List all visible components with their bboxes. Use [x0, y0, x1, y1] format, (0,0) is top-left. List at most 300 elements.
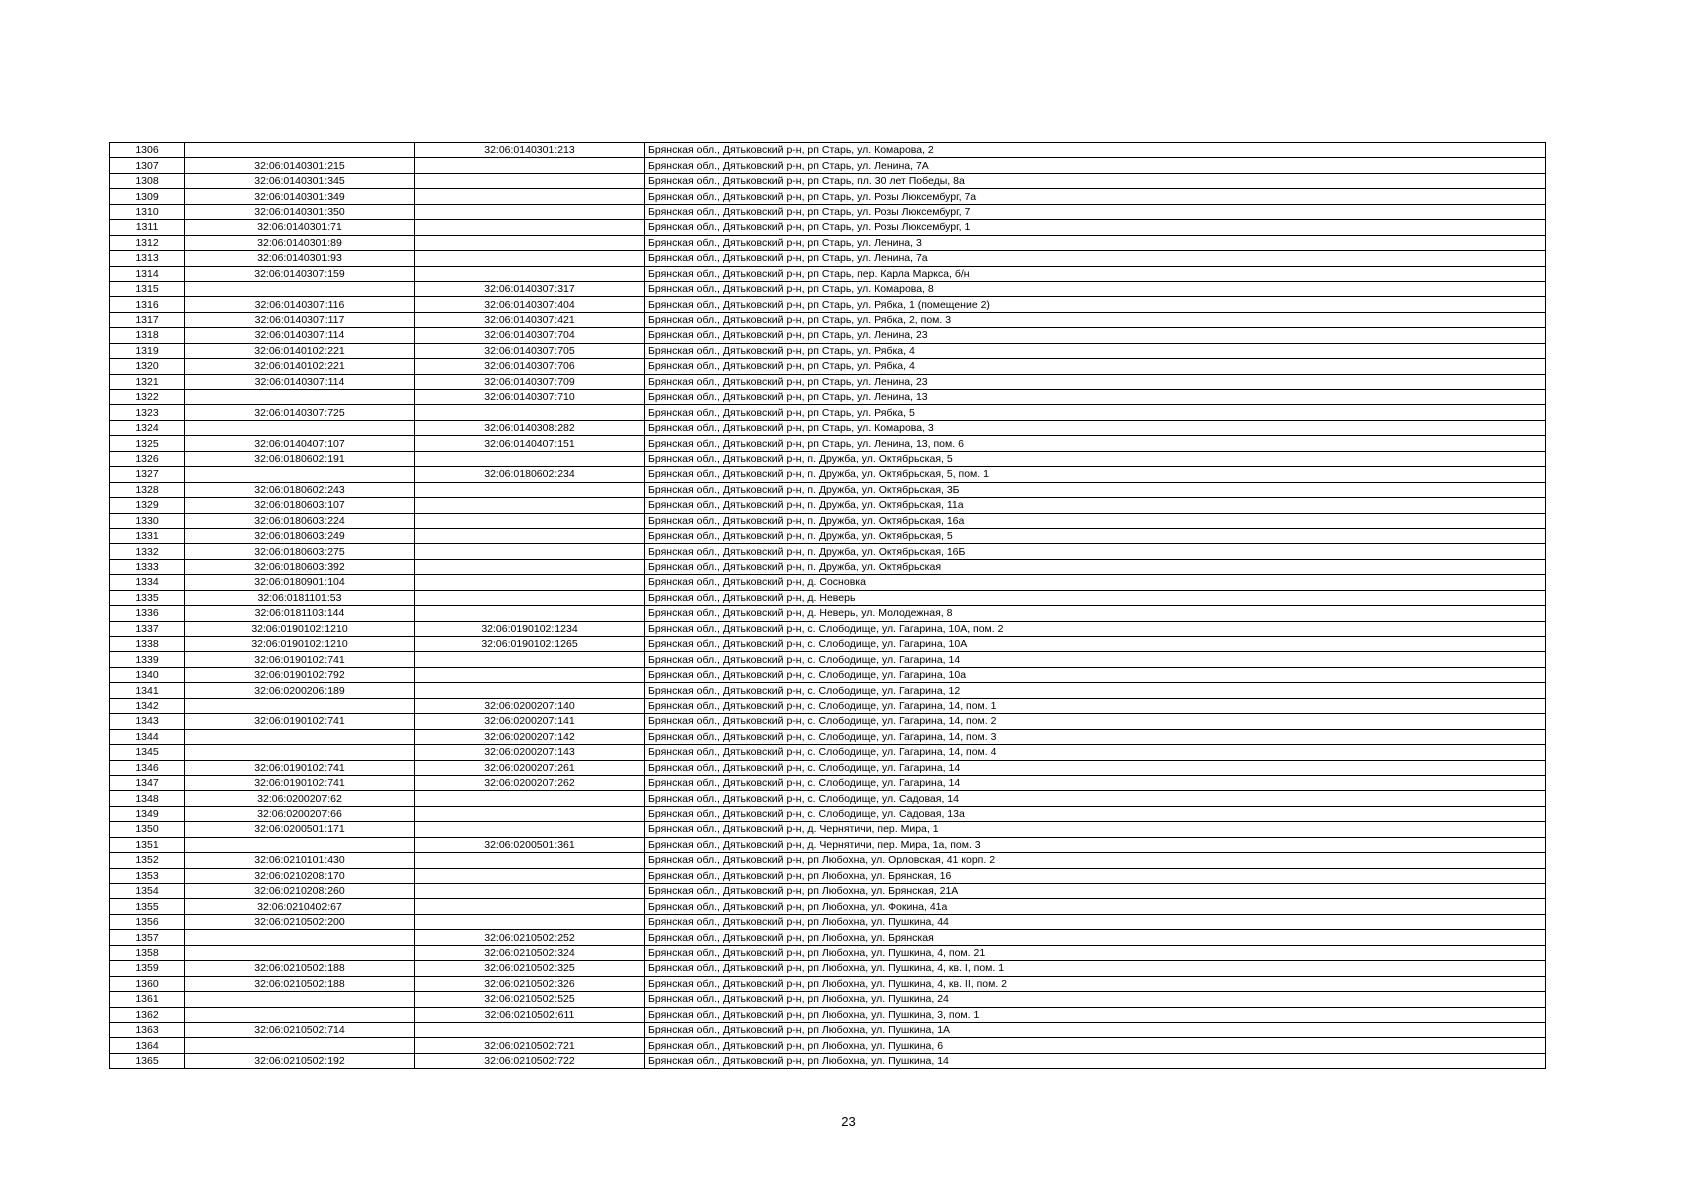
table-row — [110, 451, 1546, 466]
row-number-cell: 1330 — [110, 513, 185, 528]
table-row — [110, 899, 1546, 914]
table-row — [110, 683, 1546, 698]
row-number-cell: 1326 — [110, 451, 185, 466]
table-row — [110, 266, 1546, 281]
address-cell: Брянская обл., Дятьковский р-н, с. Слободище, ул. Гагарина, 14 — [645, 760, 1546, 775]
cadastral-number-cell: 32:06:0140301:89 — [185, 235, 415, 250]
row-number-cell: 1331 — [110, 528, 185, 543]
cadastral-number-cell: 32:06:0180901:104 — [185, 575, 415, 590]
cadastral-number-cell — [185, 992, 415, 1007]
table-row — [110, 775, 1546, 790]
cadastral-number-cell: 32:06:0200207:62 — [185, 791, 415, 806]
table-row — [110, 251, 1546, 266]
address-cell: Брянская обл., Дятьковский р-н, рп Старь, ул. Комарова, 3 — [645, 420, 1546, 435]
row-number-cell: 1316 — [110, 297, 185, 312]
related-cadastral-number-cell: 32:06:0140307:421 — [415, 312, 645, 327]
related-cadastral-number-cell: 32:06:0140301:213 — [415, 143, 645, 158]
address-cell: Брянская обл., Дятьковский р-н, рп Старь, ул. Комарова, 2 — [645, 143, 1546, 158]
table-row — [110, 544, 1546, 559]
row-number-cell: 1314 — [110, 266, 185, 281]
related-cadastral-number-cell — [415, 528, 645, 543]
cadastral-number-cell — [185, 1007, 415, 1022]
address-cell: Брянская обл., Дятьковский р-н, рп Старь, ул. Рябка, 4 — [645, 359, 1546, 374]
table-row — [110, 467, 1546, 482]
row-number-cell: 1325 — [110, 436, 185, 451]
page-number: 23 — [841, 1114, 856, 1129]
row-number-cell: 1310 — [110, 204, 185, 219]
address-cell: Брянская обл., Дятьковский р-н, п. Дружба, ул. Октябрьская, 16а — [645, 513, 1546, 528]
cadastral-number-cell — [185, 1038, 415, 1053]
row-number-cell: 1340 — [110, 667, 185, 682]
address-cell: Брянская обл., Дятьковский р-н, рп Старь, ул. Розы Люксембург, 7а — [645, 189, 1546, 204]
row-number-cell: 1318 — [110, 328, 185, 343]
row-number-cell: 1313 — [110, 251, 185, 266]
related-cadastral-number-cell — [415, 189, 645, 204]
cadastral-number-cell: 32:06:0210502:714 — [185, 1022, 415, 1037]
cadastral-number-cell: 32:06:0190102:1210 — [185, 637, 415, 652]
address-cell: Брянская обл., Дятьковский р-н, рп Старь, ул. Ленина, 7А — [645, 158, 1546, 173]
cadastral-number-cell: 32:06:0210208:170 — [185, 868, 415, 883]
row-number-cell: 1311 — [110, 220, 185, 235]
table-row — [110, 667, 1546, 682]
row-number-cell: 1309 — [110, 189, 185, 204]
related-cadastral-number-cell — [415, 251, 645, 266]
cadastral-number-cell: 32:06:0140307:117 — [185, 312, 415, 327]
row-number-cell: 1333 — [110, 559, 185, 574]
table-row — [110, 729, 1546, 744]
address-cell: Брянская обл., Дятьковский р-н, п. Дружба, ул. Октябрьская, 16Б — [645, 544, 1546, 559]
cadastral-number-cell: 32:06:0181101:53 — [185, 590, 415, 605]
address-cell: Брянская обл., Дятьковский р-н, п. Дружба, ул. Октябрьская — [645, 559, 1546, 574]
address-cell: Брянская обл., Дятьковский р-н, с. Слободище, ул. Гагарина, 14 — [645, 775, 1546, 790]
related-cadastral-number-cell: 32:06:0140307:317 — [415, 281, 645, 296]
table-row — [110, 698, 1546, 713]
table-row — [110, 806, 1546, 821]
row-number-cell: 1365 — [110, 1053, 185, 1068]
table-row — [110, 359, 1546, 374]
table-row — [110, 1053, 1546, 1068]
related-cadastral-number-cell — [415, 575, 645, 590]
row-number-cell: 1329 — [110, 498, 185, 513]
cadastral-number-cell: 32:06:0200206:189 — [185, 683, 415, 698]
cadastral-number-cell: 32:06:0210502:188 — [185, 976, 415, 991]
address-cell: Брянская обл., Дятьковский р-н, рп Старь, ул. Ленина, 13 — [645, 390, 1546, 405]
address-cell: Брянская обл., Дятьковский р-н, с. Слободище, ул. Гагарина, 12 — [645, 683, 1546, 698]
address-cell: Брянская обл., Дятьковский р-н, рп Старь, ул. Рябка, 2, пом. 3 — [645, 312, 1546, 327]
table-row — [110, 606, 1546, 621]
table-row — [110, 621, 1546, 636]
table-row — [110, 822, 1546, 837]
table-row — [110, 945, 1546, 960]
cadastral-number-cell: 32:06:0140301:71 — [185, 220, 415, 235]
address-cell: Брянская обл., Дятьковский р-н, рп Любохна, ул. Пушкина, 6 — [645, 1038, 1546, 1053]
row-number-cell: 1338 — [110, 637, 185, 652]
related-cadastral-number-cell: 32:06:0140308:282 — [415, 420, 645, 435]
row-number-cell: 1323 — [110, 405, 185, 420]
cadastral-number-cell: 32:06:0140301:350 — [185, 204, 415, 219]
row-number-cell: 1332 — [110, 544, 185, 559]
address-cell: Брянская обл., Дятьковский р-н, с. Слободище, ул. Гагарина, 14, пом. 1 — [645, 698, 1546, 713]
related-cadastral-number-cell — [415, 1022, 645, 1037]
related-cadastral-number-cell: 32:06:0140307:705 — [415, 343, 645, 358]
address-cell: Брянская обл., Дятьковский р-н, с. Слободище, ул. Гагарина, 14, пом. 3 — [645, 729, 1546, 744]
related-cadastral-number-cell — [415, 405, 645, 420]
related-cadastral-number-cell — [415, 158, 645, 173]
table-row — [110, 637, 1546, 652]
table-row — [110, 513, 1546, 528]
row-number-cell: 1361 — [110, 992, 185, 1007]
table-row — [110, 976, 1546, 991]
related-cadastral-number-cell — [415, 482, 645, 497]
table-row — [110, 328, 1546, 343]
address-cell: Брянская обл., Дятьковский р-н, рп Старь, ул. Комарова, 8 — [645, 281, 1546, 296]
related-cadastral-number-cell: 32:06:0210502:324 — [415, 945, 645, 960]
row-number-cell: 1349 — [110, 806, 185, 821]
table-row — [110, 1022, 1546, 1037]
related-cadastral-number-cell: 32:06:0190102:1234 — [415, 621, 645, 636]
row-number-cell: 1348 — [110, 791, 185, 806]
table-row — [110, 405, 1546, 420]
address-cell: Брянская обл., Дятьковский р-н, п. Дружба, ул. Октябрьская, 11а — [645, 498, 1546, 513]
table-row — [110, 714, 1546, 729]
cadastral-number-cell: 32:06:0140407:107 — [185, 436, 415, 451]
address-cell: Брянская обл., Дятьковский р-н, д. Чернятичи, пер. Мира, 1 — [645, 822, 1546, 837]
cadastral-number-cell: 32:06:0200501:171 — [185, 822, 415, 837]
cadastral-number-cell: 32:06:0190102:741 — [185, 775, 415, 790]
cadastral-number-cell: 32:06:0180603:392 — [185, 559, 415, 574]
row-number-cell: 1363 — [110, 1022, 185, 1037]
table-row — [110, 868, 1546, 883]
address-cell: Брянская обл., Дятьковский р-н, рп Любохна, ул. Брянская — [645, 930, 1546, 945]
related-cadastral-number-cell — [415, 667, 645, 682]
row-number-cell: 1358 — [110, 945, 185, 960]
table-row — [110, 374, 1546, 389]
related-cadastral-number-cell — [415, 559, 645, 574]
address-cell: Брянская обл., Дятьковский р-н, рп Любохна, ул. Пушкина, 44 — [645, 914, 1546, 929]
cadastral-number-cell: 32:06:0140301:93 — [185, 251, 415, 266]
address-cell: Брянская обл., Дятьковский р-н, д. Чернятичи, пер. Мира, 1а, пом. 3 — [645, 837, 1546, 852]
address-cell: Брянская обл., Дятьковский р-н, рп Старь, ул. Ленина, 3 — [645, 235, 1546, 250]
table-row — [110, 173, 1546, 188]
cadastral-number-cell: 32:06:0140307:725 — [185, 405, 415, 420]
related-cadastral-number-cell: 32:06:0200207:262 — [415, 775, 645, 790]
cadastral-number-cell: 32:06:0180602:191 — [185, 451, 415, 466]
related-cadastral-number-cell: 32:06:0200501:361 — [415, 837, 645, 852]
row-number-cell: 1350 — [110, 822, 185, 837]
row-number-cell: 1315 — [110, 281, 185, 296]
row-number-cell: 1359 — [110, 961, 185, 976]
related-cadastral-number-cell — [415, 235, 645, 250]
related-cadastral-number-cell — [415, 868, 645, 883]
cadastral-number-cell: 32:06:0140301:215 — [185, 158, 415, 173]
related-cadastral-number-cell: 32:06:0200207:141 — [415, 714, 645, 729]
related-cadastral-number-cell: 32:06:0210502:326 — [415, 976, 645, 991]
cadastral-number-cell: 32:06:0180602:243 — [185, 482, 415, 497]
cadastral-number-cell: 32:06:0140307:159 — [185, 266, 415, 281]
related-cadastral-number-cell: 32:06:0180602:234 — [415, 467, 645, 482]
address-cell: Брянская обл., Дятьковский р-н, рп Любохна, ул. Брянская, 16 — [645, 868, 1546, 883]
table-row — [110, 281, 1546, 296]
row-number-cell: 1341 — [110, 683, 185, 698]
cadastral-number-cell: 32:06:0210402:67 — [185, 899, 415, 914]
related-cadastral-number-cell: 32:06:0200207:261 — [415, 760, 645, 775]
row-number-cell: 1342 — [110, 698, 185, 713]
row-number-cell: 1322 — [110, 390, 185, 405]
address-cell: Брянская обл., Дятьковский р-н, п. Дружба, ул. Октябрьская, 5, пом. 1 — [645, 467, 1546, 482]
address-cell: Брянская обл., Дятьковский р-н, рп Старь, ул. Розы Люксембург, 1 — [645, 220, 1546, 235]
related-cadastral-number-cell: 32:06:0190102:1265 — [415, 637, 645, 652]
related-cadastral-number-cell — [415, 513, 645, 528]
related-cadastral-number-cell — [415, 884, 645, 899]
cadastral-number-cell: 32:06:0180603:249 — [185, 528, 415, 543]
cadastral-number-cell: 32:06:0140102:221 — [185, 359, 415, 374]
table-row — [110, 436, 1546, 451]
address-cell: Брянская обл., Дятьковский р-н, с. Слободище, ул. Гагарина, 10А, пом. 2 — [645, 621, 1546, 636]
address-cell: Брянская обл., Дятьковский р-н, п. Дружба, ул. Октябрьская, 5 — [645, 451, 1546, 466]
table-row — [110, 1007, 1546, 1022]
table-row — [110, 390, 1546, 405]
cadastral-number-cell — [185, 698, 415, 713]
row-number-cell: 1354 — [110, 884, 185, 899]
cadastral-number-cell: 32:06:0140307:114 — [185, 374, 415, 389]
row-number-cell: 1353 — [110, 868, 185, 883]
related-cadastral-number-cell: 32:06:0140307:704 — [415, 328, 645, 343]
cadastral-number-cell: 32:06:0140307:116 — [185, 297, 415, 312]
row-number-cell: 1306 — [110, 143, 185, 158]
address-cell: Брянская обл., Дятьковский р-н, с. Слободище, ул. Садовая, 14 — [645, 791, 1546, 806]
row-number-cell: 1362 — [110, 1007, 185, 1022]
address-cell: Брянская обл., Дятьковский р-н, рп Любохна, ул. Фокина, 41а — [645, 899, 1546, 914]
table-row — [110, 420, 1546, 435]
cadastral-number-cell: 32:06:0180603:224 — [185, 513, 415, 528]
row-number-cell: 1334 — [110, 575, 185, 590]
table-row — [110, 575, 1546, 590]
related-cadastral-number-cell: 32:06:0210502:611 — [415, 1007, 645, 1022]
row-number-cell: 1351 — [110, 837, 185, 852]
row-number-cell: 1343 — [110, 714, 185, 729]
table-row — [110, 297, 1546, 312]
table-row — [110, 189, 1546, 204]
address-cell: Брянская обл., Дятьковский р-н, рп Любохна, ул. Пушкина, 1А — [645, 1022, 1546, 1037]
related-cadastral-number-cell: 32:06:0210502:722 — [415, 1053, 645, 1068]
cadastral-number-cell — [185, 729, 415, 744]
related-cadastral-number-cell: 32:06:0140307:709 — [415, 374, 645, 389]
address-cell: Брянская обл., Дятьковский р-н, с. Слободище, ул. Гагарина, 14 — [645, 652, 1546, 667]
table-row — [110, 590, 1546, 605]
related-cadastral-number-cell — [415, 822, 645, 837]
related-cadastral-number-cell: 32:06:0140407:151 — [415, 436, 645, 451]
related-cadastral-number-cell — [415, 853, 645, 868]
cadastral-number-cell: 32:06:0210101:430 — [185, 853, 415, 868]
related-cadastral-number-cell — [415, 791, 645, 806]
table-row — [110, 791, 1546, 806]
cadastral-number-cell: 32:06:0210502:200 — [185, 914, 415, 929]
table-row — [110, 992, 1546, 1007]
related-cadastral-number-cell: 32:06:0210502:325 — [415, 961, 645, 976]
address-cell: Брянская обл., Дятьковский р-н, с. Слободище, ул. Садовая, 13а — [645, 806, 1546, 821]
cadastral-number-cell: 32:06:0180603:275 — [185, 544, 415, 559]
related-cadastral-number-cell — [415, 899, 645, 914]
related-cadastral-number-cell: 32:06:0210502:525 — [415, 992, 645, 1007]
row-number-cell: 1327 — [110, 467, 185, 482]
related-cadastral-number-cell: 32:06:0140307:706 — [415, 359, 645, 374]
related-cadastral-number-cell: 32:06:0200207:142 — [415, 729, 645, 744]
table-row — [110, 312, 1546, 327]
cadastral-number-cell — [185, 467, 415, 482]
row-number-cell: 1346 — [110, 760, 185, 775]
table-row — [110, 1038, 1546, 1053]
address-cell: Брянская обл., Дятьковский р-н, рп Старь, ул. Рябка, 4 — [645, 343, 1546, 358]
table-row — [110, 528, 1546, 543]
address-cell: Брянская обл., Дятьковский р-н, рп Любохна, ул. Брянская, 21А — [645, 884, 1546, 899]
row-number-cell: 1328 — [110, 482, 185, 497]
cadastral-number-cell: 32:06:0140301:349 — [185, 189, 415, 204]
row-number-cell: 1317 — [110, 312, 185, 327]
related-cadastral-number-cell — [415, 914, 645, 929]
related-cadastral-number-cell: 32:06:0200207:143 — [415, 745, 645, 760]
table-row — [110, 930, 1546, 945]
address-cell: Брянская обл., Дятьковский р-н, рп Любохна, ул. Орловская, 41 корп. 2 — [645, 853, 1546, 868]
related-cadastral-number-cell — [415, 220, 645, 235]
cadastral-number-cell: 32:06:0190102:792 — [185, 667, 415, 682]
cadastral-number-cell: 32:06:0210502:188 — [185, 961, 415, 976]
row-number-cell: 1360 — [110, 976, 185, 991]
address-cell: Брянская обл., Дятьковский р-н, рп Любохна, ул. Пушкина, 4, пом. 21 — [645, 945, 1546, 960]
row-number-cell: 1312 — [110, 235, 185, 250]
row-number-cell: 1324 — [110, 420, 185, 435]
row-number-cell: 1352 — [110, 853, 185, 868]
address-cell: Брянская обл., Дятьковский р-н, рп Любохна, ул. Пушкина, 14 — [645, 1053, 1546, 1068]
address-cell: Брянская обл., Дятьковский р-н, с. Слободище, ул. Гагарина, 10А — [645, 637, 1546, 652]
table-row — [110, 482, 1546, 497]
row-number-cell: 1339 — [110, 652, 185, 667]
row-number-cell: 1345 — [110, 745, 185, 760]
address-cell: Брянская обл., Дятьковский р-н, рп Старь, ул. Ленина, 7а — [645, 251, 1546, 266]
cadastral-number-cell: 32:06:0140301:345 — [185, 173, 415, 188]
table-row — [110, 914, 1546, 929]
table-row — [110, 884, 1546, 899]
row-number-cell: 1320 — [110, 359, 185, 374]
cadastral-number-cell — [185, 390, 415, 405]
cadastral-number-cell: 32:06:0210208:260 — [185, 884, 415, 899]
cadastral-number-cell — [185, 837, 415, 852]
address-cell: Брянская обл., Дятьковский р-н, рп Любохна, ул. Пушкина, 24 — [645, 992, 1546, 1007]
cadastral-number-cell — [185, 420, 415, 435]
row-number-cell: 1364 — [110, 1038, 185, 1053]
row-number-cell: 1356 — [110, 914, 185, 929]
cadastral-number-cell: 32:06:0190102:741 — [185, 760, 415, 775]
related-cadastral-number-cell: 32:06:0210502:252 — [415, 930, 645, 945]
row-number-cell: 1357 — [110, 930, 185, 945]
row-number-cell: 1308 — [110, 173, 185, 188]
related-cadastral-number-cell — [415, 683, 645, 698]
address-cell: Брянская обл., Дятьковский р-н, рп Старь, ул. Ленина, 23 — [645, 328, 1546, 343]
row-number-cell: 1321 — [110, 374, 185, 389]
table-row — [110, 760, 1546, 775]
address-cell: Брянская обл., Дятьковский р-н, д. Неверь, ул. Молодежная, 8 — [645, 606, 1546, 621]
related-cadastral-number-cell — [415, 544, 645, 559]
row-number-cell: 1355 — [110, 899, 185, 914]
table-body — [110, 143, 1546, 1069]
cadastral-number-cell: 32:06:0210502:192 — [185, 1053, 415, 1068]
table-row — [110, 204, 1546, 219]
related-cadastral-number-cell — [415, 498, 645, 513]
address-cell: Брянская обл., Дятьковский р-н, с. Слободище, ул. Гагарина, 14, пом. 4 — [645, 745, 1546, 760]
table-row — [110, 652, 1546, 667]
address-cell: Брянская обл., Дятьковский р-н, рп Любохна, ул. Пушкина, 3, пом. 1 — [645, 1007, 1546, 1022]
related-cadastral-number-cell: 32:06:0200207:140 — [415, 698, 645, 713]
table-row — [110, 837, 1546, 852]
cadastral-number-cell: 32:06:0190102:741 — [185, 652, 415, 667]
cadastral-number-cell — [185, 930, 415, 945]
related-cadastral-number-cell — [415, 451, 645, 466]
address-cell: Брянская обл., Дятьковский р-н, рп Старь, пл. 30 лет Победы, 8а — [645, 173, 1546, 188]
table-row — [110, 158, 1546, 173]
related-cadastral-number-cell: 32:06:0140307:710 — [415, 390, 645, 405]
address-cell: Брянская обл., Дятьковский р-н, с. Слободище, ул. Гагарина, 14, пом. 2 — [645, 714, 1546, 729]
address-cell: Брянская обл., Дятьковский р-н, рп Старь, ул. Рябка, 1 (помещение 2) — [645, 297, 1546, 312]
table-row — [110, 343, 1546, 358]
cadastral-number-cell — [185, 143, 415, 158]
cadastral-number-cell: 32:06:0180603:107 — [185, 498, 415, 513]
row-number-cell: 1319 — [110, 343, 185, 358]
table-row — [110, 853, 1546, 868]
address-cell: Брянская обл., Дятьковский р-н, рп Старь, ул. Розы Люксембург, 7 — [645, 204, 1546, 219]
address-cell: Брянская обл., Дятьковский р-н, рп Старь, ул. Ленина, 23 — [645, 374, 1546, 389]
table-row — [110, 235, 1546, 250]
related-cadastral-number-cell — [415, 173, 645, 188]
related-cadastral-number-cell — [415, 266, 645, 281]
cadastral-number-cell — [185, 945, 415, 960]
related-cadastral-number-cell — [415, 652, 645, 667]
related-cadastral-number-cell: 32:06:0210502:721 — [415, 1038, 645, 1053]
cadastral-number-cell — [185, 745, 415, 760]
table-row — [110, 498, 1546, 513]
related-cadastral-number-cell — [415, 204, 645, 219]
row-number-cell: 1336 — [110, 606, 185, 621]
table-row — [110, 961, 1546, 976]
address-cell: Брянская обл., Дятьковский р-н, д. Сосновка — [645, 575, 1546, 590]
related-cadastral-number-cell — [415, 606, 645, 621]
cadastral-number-cell: 32:06:0140102:221 — [185, 343, 415, 358]
related-cadastral-number-cell — [415, 590, 645, 605]
cadastral-number-cell: 32:06:0190102:741 — [185, 714, 415, 729]
table-row — [110, 559, 1546, 574]
address-cell: Брянская обл., Дятьковский р-н, п. Дружба, ул. Октябрьская, 3Б — [645, 482, 1546, 497]
address-cell: Брянская обл., Дятьковский р-н, с. Слободище, ул. Гагарина, 10а — [645, 667, 1546, 682]
address-cell: Брянская обл., Дятьковский р-н, рп Старь, пер. Карла Маркса, б/н — [645, 266, 1546, 281]
row-number-cell: 1344 — [110, 729, 185, 744]
address-cell: Брянская обл., Дятьковский р-н, рп Старь, ул. Рябка, 5 — [645, 405, 1546, 420]
cadastral-number-cell — [185, 281, 415, 296]
row-number-cell: 1337 — [110, 621, 185, 636]
table-row — [110, 220, 1546, 235]
cadastral-number-cell: 32:06:0190102:1210 — [185, 621, 415, 636]
table-row — [110, 745, 1546, 760]
address-cell: Брянская обл., Дятьковский р-н, рп Старь, ул. Ленина, 13, пом. 6 — [645, 436, 1546, 451]
table-row — [110, 143, 1546, 158]
related-cadastral-number-cell: 32:06:0140307:404 — [415, 297, 645, 312]
address-cell: Брянская обл., Дятьковский р-н, рп Любохна, ул. Пушкина, 4, кв. I, пом. 1 — [645, 961, 1546, 976]
address-cell: Брянская обл., Дятьковский р-н, рп Любохна, ул. Пушкина, 4, кв. II, пом. 2 — [645, 976, 1546, 991]
related-cadastral-number-cell — [415, 806, 645, 821]
cadastral-number-cell: 32:06:0181103:144 — [185, 606, 415, 621]
address-cell: Брянская обл., Дятьковский р-н, д. Неверь — [645, 590, 1546, 605]
row-number-cell: 1347 — [110, 775, 185, 790]
cadastral-number-cell: 32:06:0200207:66 — [185, 806, 415, 821]
cadastral-number-cell: 32:06:0140307:114 — [185, 328, 415, 343]
row-number-cell: 1307 — [110, 158, 185, 173]
